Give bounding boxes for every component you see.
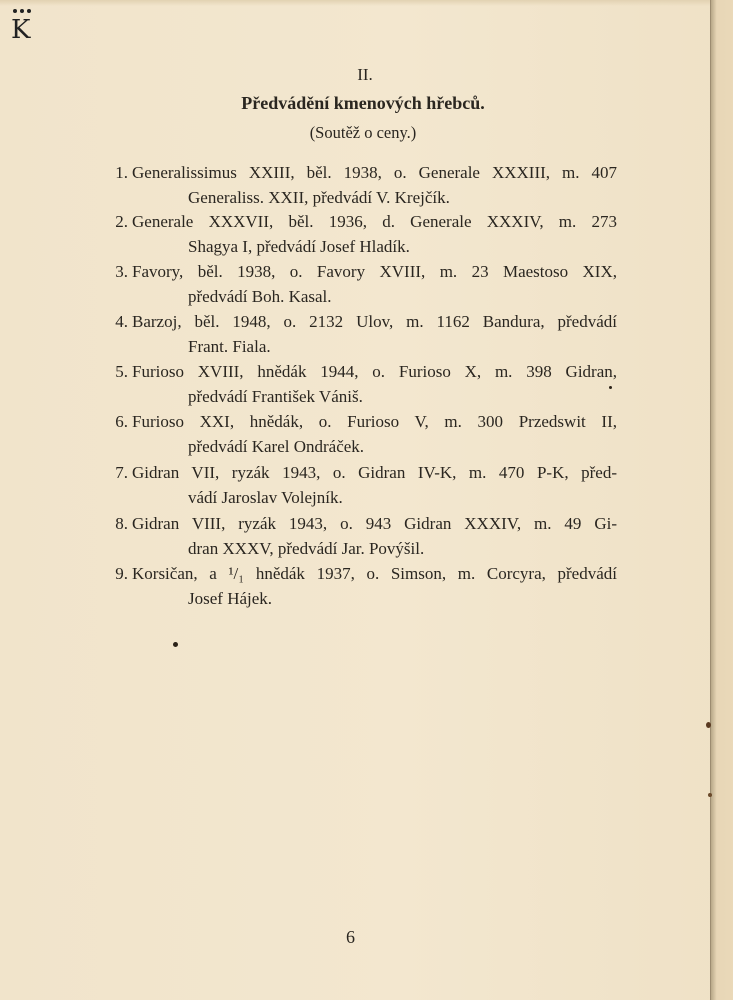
item-line-2: Generaliss. XXII, předvádí V. Krejčík. [188, 188, 450, 207]
corner-letter: K [11, 15, 31, 45]
item-number: 4. [115, 312, 128, 331]
item-line-2: předvádí František Vániš. [188, 387, 363, 406]
item-line-2: předvádí Boh. Kasal. [188, 287, 332, 306]
item-line-1: Barzoj, běl. 1948, o. 2132 Ulov, m. 1162 Bandura, předvádí [132, 312, 617, 331]
item-line-1: Gidran VIII, ryzák 1943, o. 943 Gidran XXXIV, m. 49 Gi- [132, 514, 617, 533]
item-line-1: Generalissimus XXIII, běl. 1938, o. Generale XXXIII, m. 407 [132, 163, 617, 182]
page-title: Předvádění kmenových hřebců. [241, 93, 485, 113]
item-line-2: Shagya I, předvádí Josef Hladík. [188, 237, 410, 256]
item-line-1: Korsičan, a ¹/₁ hnědák 1937, o. Simson, m. Corcyra, předvádí [132, 564, 617, 583]
item-number: 9. [115, 564, 128, 583]
page-right-edge [710, 0, 733, 1000]
item-number: 6. [115, 412, 128, 431]
item-line-1: Favory, běl. 1938, o. Favory XVIII, m. 23 Maestoso XIX, [132, 262, 617, 281]
item-number: 5. [115, 362, 128, 381]
page-top-edge [0, 0, 710, 6]
corner-dots-icon [11, 8, 33, 14]
item-line-1: Furioso XXI, hnědák, o. Furioso V, m. 300 Przedswit II, [132, 412, 617, 431]
ink-speck [173, 642, 178, 647]
item-number: 7. [115, 463, 128, 482]
item-number: 1. [115, 163, 128, 182]
corner-logo [10, 8, 34, 48]
page-subtitle: (Soutěž o ceny.) [309, 123, 417, 142]
item-line-2: Josef Hájek. [188, 589, 273, 608]
item-line-1: Generale XXXVII, běl. 1936, d. Generale XXXIV, m. 273 [132, 212, 617, 231]
item-number: 2. [115, 212, 128, 231]
ink-speck [706, 722, 711, 728]
ink-speck [609, 386, 612, 389]
item-line-2: vádí Jaroslav Volejník. [188, 488, 343, 507]
section-number: II. [357, 65, 373, 84]
item-number: 3. [115, 262, 128, 281]
item-line-1: Furioso XVIII, hnědák 1944, o. Furioso X, m. 398 Gidran, [132, 362, 617, 381]
item-line-1: Gidran VII, ryzák 1943, o. Gidran IV-K, m. 470 P-K, před- [132, 463, 617, 482]
item-line-2: předvádí Karel Ondráček. [188, 437, 365, 456]
item-number: 8. [115, 514, 128, 533]
page-number: 6 [346, 927, 355, 947]
item-line-2: Frant. Fiala. [188, 337, 271, 356]
ink-speck [708, 793, 712, 797]
item-line-2: dran XXXV, předvádí Jar. Povýšil. [188, 539, 425, 558]
